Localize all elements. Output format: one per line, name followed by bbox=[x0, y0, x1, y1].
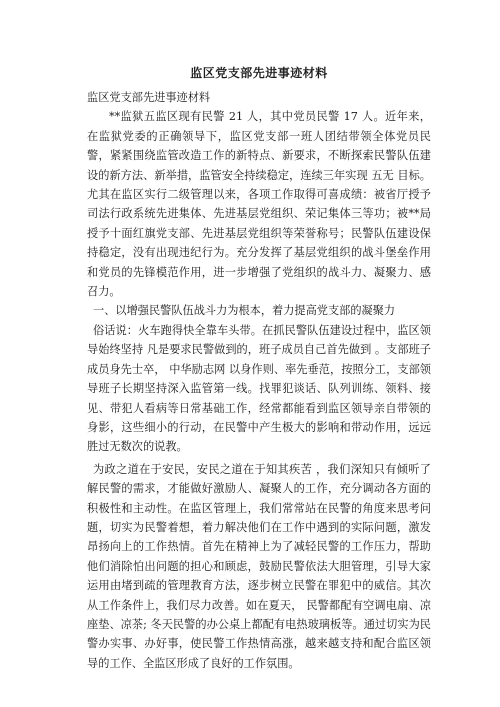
section-heading: 一、以增强民警队伍战斗力为根本，着力提高党支部的凝聚力 bbox=[93, 304, 396, 318]
paragraph-leadership: 俗话说：火车跑得快全靠车头带。在抓民警队伍建设过程中，监区领导始终坚持 凡是要求民警做到的，班子成员自己首先做到 。支部班子成员身先士卒， 中华励志网 以身作则、率先垂范，按照分工，支部领导班子长期坚持深入监管第一线。找罪犯谈话、队列训练、领料、接见、带犯人看病等日常基础工作，经常都能看到监区领导亲自带领的身影，这些细小的行动，在民警中产生极大的影响和带动作用，远远胜过无数次的说教。 bbox=[87, 323, 431, 454]
document-page bbox=[87, 64, 431, 673]
document-subtitle: 监区党支部先进事迹材料 bbox=[87, 91, 211, 104]
paragraph-care: 为政之道在于安民，安民之道在于知其疾苦 ，我们深知只有倾听了解民警的需求，才能做好激励人、凝聚人的工作，充分调动各方面的积极性和主动性。在监区管理上，我们常常站在民警的角度来思考问题，切实为民警着想，着力解决他们在工作中遇到的实际问题，激发昂扬向上的工作热情。首先在精神上为了减轻民警的工作压力，帮助他们消除怕出问题的担心和顾虑，鼓励民警依法大胆管理，引导大家运用由堵到疏的管理教育方法，逐步树立民警在罪犯中的威信。其次从工作条件上，我们尽力改善。如在夏天， 民警都配有空调电扇、凉座垫、凉茶; 冬天民警的办公桌上都配有电热玻璃板等。通过切实为民警办实事、办好事，使民警工作热情高涨，越来越支持和配合监区领导的工作、全监区形成了良好的工作氛围。 bbox=[87, 462, 431, 670]
paragraph-intro: **监狱五监区现有民警 21 人，其中党员民警 17 人。近年来，在监狱党委的正确领导下，监区党支部一班人团结带领全体党员民警，紧紧围绕监管改造工作的新特点、新要求，不断探索民警队伍建设的新方法、新举措，监管安全持续稳定，连续三年实现 五无 目标。尤其在监区实行二级管理以来，各项工作取得可喜成绩：被省厅授予司法行政系统先进集体、先进基层党组织、荣记集体三等功；被**局授予十面红旗党支部、先进基层党组织等荣誉称号；民警队伍建设保持稳定，没有出现违纪行为。充分发挥了基层党组织的战斗堡垒作用和党员的先锋模范作用，进一步增强了党组织的战斗力、凝聚力、感召力。 bbox=[87, 110, 431, 299]
document-title: 监区党支部先进事迹材料 bbox=[190, 66, 328, 80]
